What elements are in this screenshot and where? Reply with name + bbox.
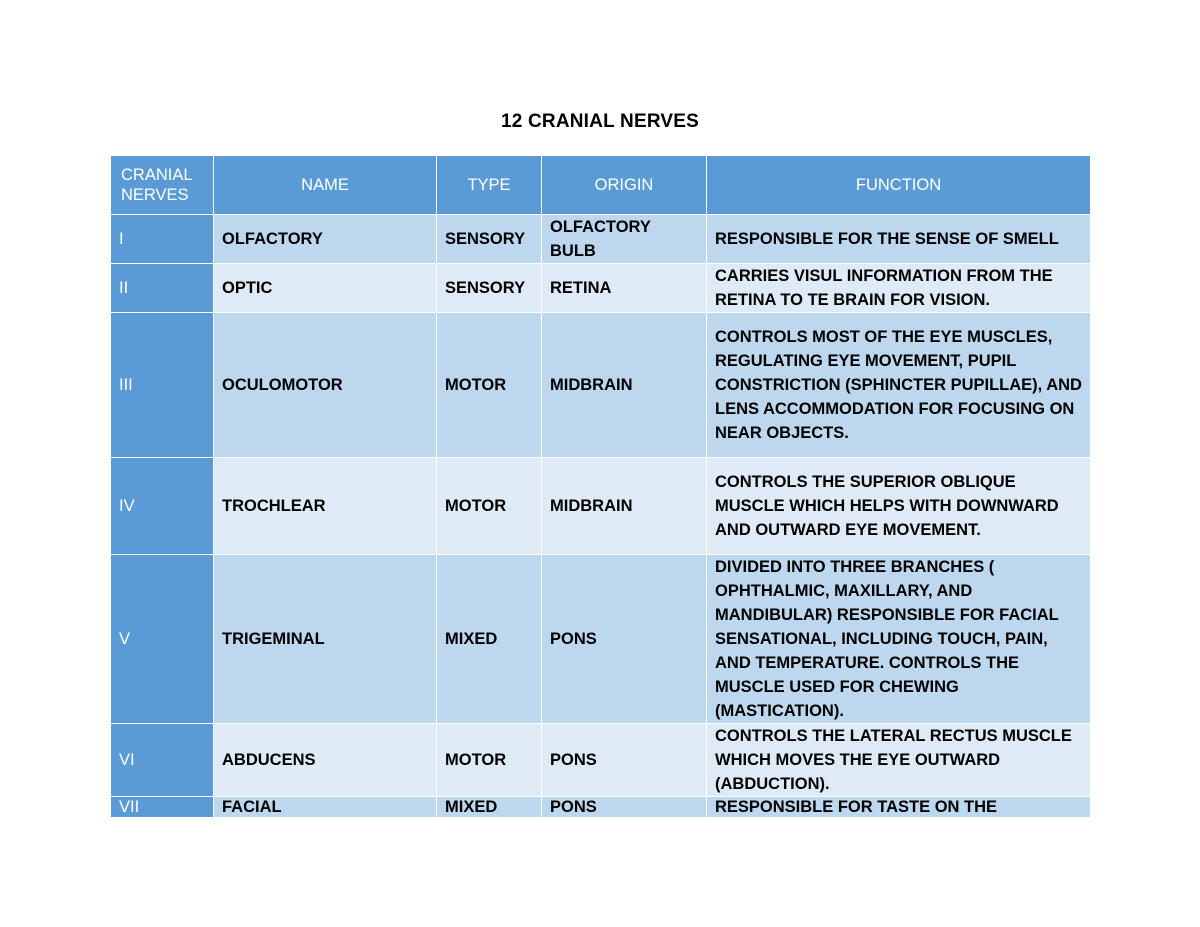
table-row: [111, 264, 1091, 313]
cell-number: I: [111, 215, 214, 264]
cell-name: TROCHLEAR: [214, 458, 437, 555]
cell-type: MOTOR: [437, 458, 542, 555]
page-title: 12 CRANIAL NERVES: [500, 111, 700, 132]
header-cranial-nerves: CRANIAL NERVES: [111, 156, 214, 215]
table-row: [111, 215, 1091, 264]
cell-origin: OLFACTORY BULB: [542, 215, 707, 264]
cell-number: VI: [111, 724, 214, 797]
cell-origin: PONS: [542, 724, 707, 797]
table-row: [111, 797, 1091, 818]
cell-name: ABDUCENS: [214, 724, 437, 797]
cell-name: OCULOMOTOR: [214, 313, 437, 458]
cranial-nerves-table: [110, 155, 1091, 818]
table-row: [111, 555, 1091, 724]
cell-function: CARRIES VISUL INFORMATION FROM THE RETINA TO TE BRAIN FOR VISION.: [707, 264, 1091, 313]
table-row: [111, 724, 1091, 797]
cell-type: MIXED: [437, 797, 542, 818]
cell-type: SENSORY: [437, 215, 542, 264]
cell-function: DIVIDED INTO THREE BRANCHES ( OPHTHALMIC, MAXILLARY, AND MANDIBULAR) RESPONSIBLE FOR FACIAL SENSATIONAL, INCLUDING TOUCH, PAIN, AND TEMPERATURE. CONTROLS THE MUSCLE USED FOR CHEWING (MASTICATION).: [707, 555, 1091, 724]
cell-name: OLFACTORY: [214, 215, 437, 264]
cell-function: CONTROLS MOST OF THE EYE MUSCLES, REGULATING EYE MOVEMENT, PUPIL CONSTRICTION (SPHINCTER PUPILLAE), AND LENS ACCOMMODATION FOR FOCUSING ON NEAR OBJECTS.: [707, 313, 1091, 458]
cell-number: II: [111, 264, 214, 313]
cell-number: VII: [111, 797, 214, 818]
cell-name: OPTIC: [214, 264, 437, 313]
cell-function: RESPONSIBLE FOR TASTE ON THE: [707, 797, 1091, 818]
cell-number: III: [111, 313, 214, 458]
header-function: FUNCTION: [707, 156, 1091, 215]
cell-function: CONTROLS THE LATERAL RECTUS MUSCLE WHICH MOVES THE EYE OUTWARD (ABDUCTION).: [707, 724, 1091, 797]
cell-function: CONTROLS THE SUPERIOR OBLIQUE MUSCLE WHICH HELPS WITH DOWNWARD AND OUTWARD EYE MOVEMENT.: [707, 458, 1091, 555]
table-header-row: [111, 156, 1091, 215]
cell-name: TRIGEMINAL: [214, 555, 437, 724]
cell-type: SENSORY: [437, 264, 542, 313]
table-row: [111, 313, 1091, 458]
header-origin: ORIGIN: [542, 156, 707, 215]
cell-number: V: [111, 555, 214, 724]
cell-type: MIXED: [437, 555, 542, 724]
cell-origin: PONS: [542, 797, 707, 818]
cell-type: MOTOR: [437, 724, 542, 797]
table-row: [111, 458, 1091, 555]
cell-origin: RETINA: [542, 264, 707, 313]
cell-origin: MIDBRAIN: [542, 313, 707, 458]
cell-name: FACIAL: [214, 797, 437, 818]
cell-origin: MIDBRAIN: [542, 458, 707, 555]
cell-function: RESPONSIBLE FOR THE SENSE OF SMELL: [707, 215, 1091, 264]
cell-number: IV: [111, 458, 214, 555]
header-name: NAME: [214, 156, 437, 215]
cell-type: MOTOR: [437, 313, 542, 458]
cell-origin: PONS: [542, 555, 707, 724]
header-type: TYPE: [437, 156, 542, 215]
